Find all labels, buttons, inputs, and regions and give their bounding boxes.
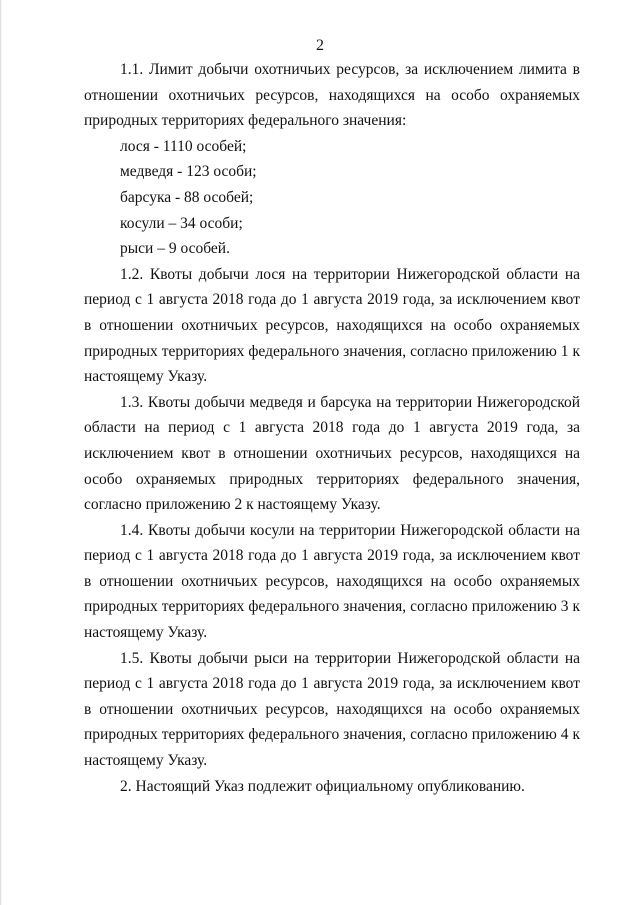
paragraph-1-3: 1.3. Квоты добычи медведя и барсука на территории Нижегородской области на период с 1 августа 2018 года до 1 августа 2019 года, за исключением квот в отношении охотничьих ресурсов, находящихся на особо охраняемых природных территориях федерального значения, согласно приложению 2 к настоящему Указу. xyxy=(84,393,580,514)
paragraph-1-1: 1.1. Лимит добычи охотничьих ресурсов, за исключением лимита в отношении охотничьих ресурсов, находящихся на особо охраняемых природных территориях федерального значения: xyxy=(84,61,580,130)
list-item-badger: барсука - 88 особей; xyxy=(120,188,254,206)
list-item-moose: лося - 1110 особей; xyxy=(120,137,247,155)
scan-edge xyxy=(0,0,2,905)
list-item-lynx: рыси – 9 особей. xyxy=(120,240,230,258)
paragraph-1-4: 1.4. Квоты добычи косули на территории Нижегородской области на период с 1 августа 2018 года до 1 августа 2019 года, за исключением квот в отношении охотничьих ресурсов, находящихся на особо охраняемых природных территориях федерального значения, согласно приложению 3 к настоящему Указу. xyxy=(84,521,580,642)
page-number: 2 xyxy=(316,37,324,54)
list-item-roe-deer: косули – 34 особи; xyxy=(120,214,243,232)
paragraph-2: 2. Настоящий Указ подлежит официальному опубликованию. xyxy=(120,777,525,795)
document-body xyxy=(84,57,580,799)
paragraph-1-2: 1.2. Квоты добычи лося на территории Нижегородской области на период с 1 августа 2018 года до 1 августа 2019 года, за исключением квот в отношении охотничьих ресурсов, находящихся на особо охраняемых природных территориях федерального значения, согласно приложению 1 к настоящему Указу. xyxy=(84,265,580,386)
paragraph-1-5: 1.5. Квоты добычи рыси на территории Нижегородской области на период с 1 августа 2018 года до 1 августа 2019 года, за исключением квот в отношении охотничьих ресурсов, находящихся на особо охраняемых природных территориях федерального значения, согласно приложению 4 к настоящему Указу. xyxy=(84,649,580,770)
list-item-bear: медведя - 123 особи; xyxy=(120,163,257,181)
